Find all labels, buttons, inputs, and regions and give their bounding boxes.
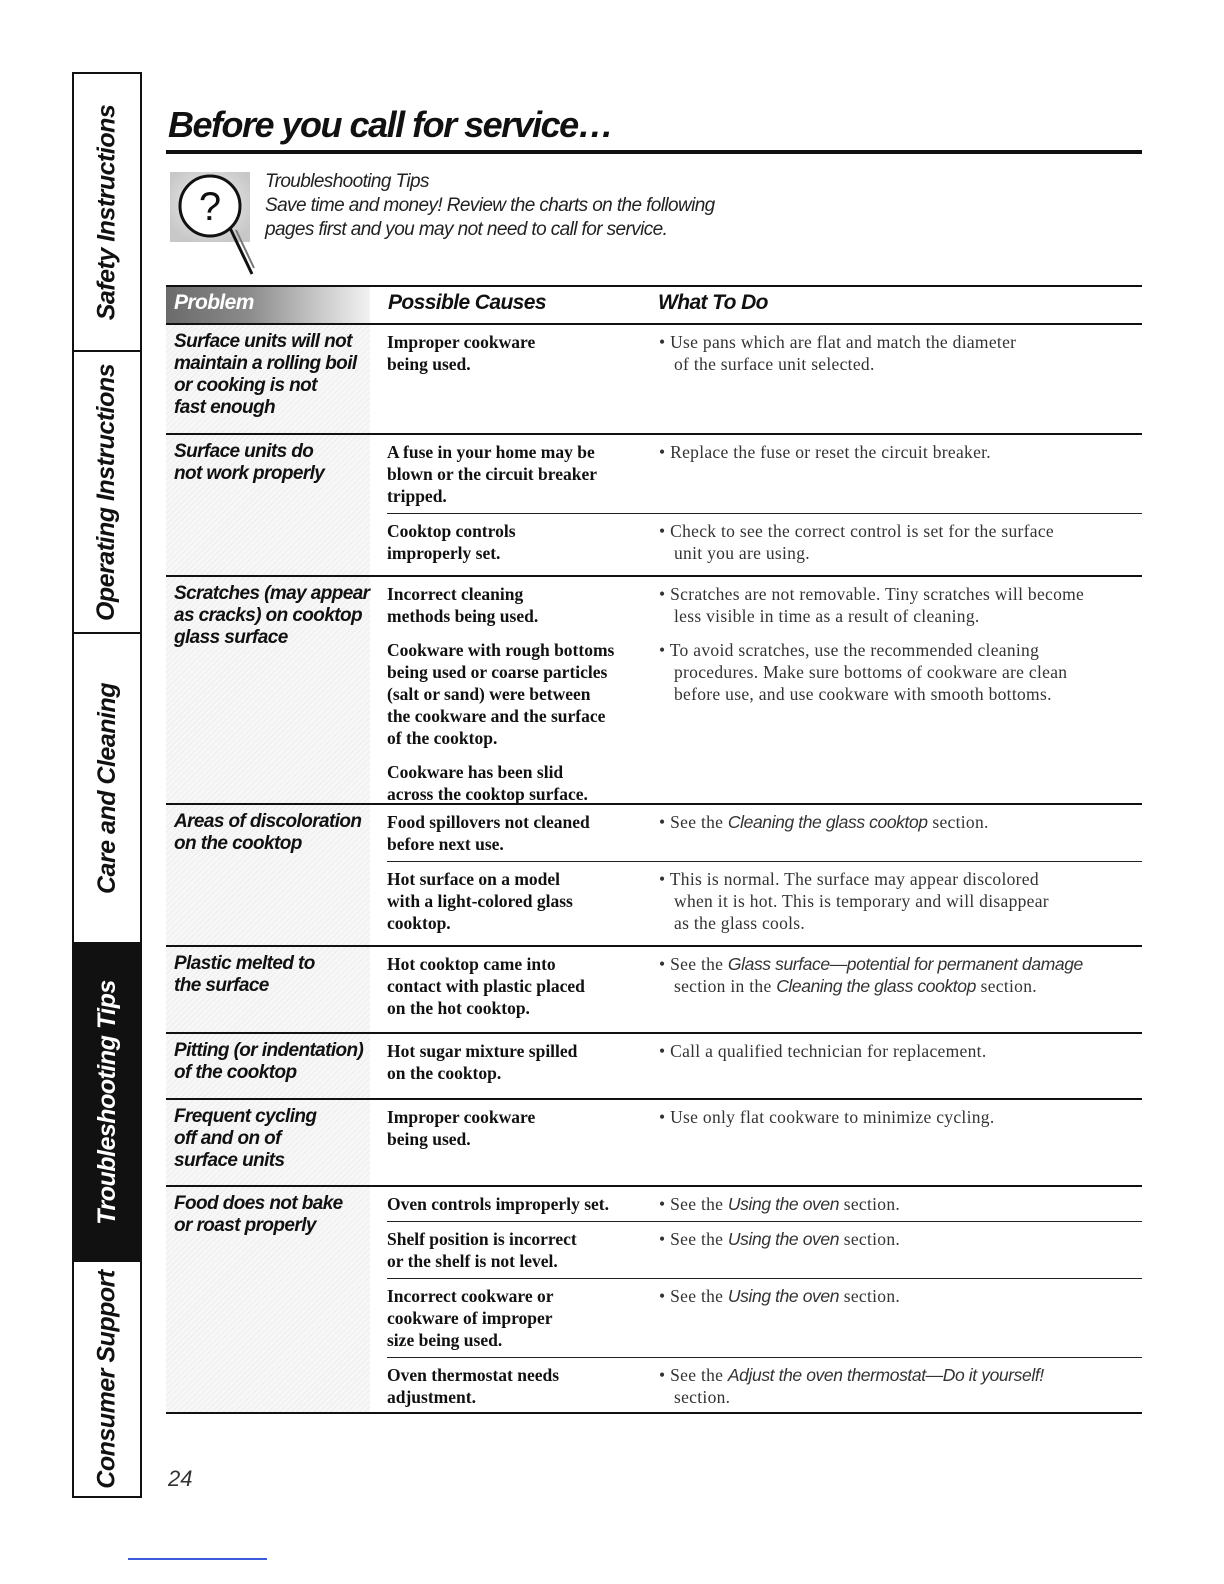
possible-cause (387, 1034, 659, 1090)
action-line: unit you are using. (674, 543, 810, 563)
problem-text (174, 331, 370, 419)
cause-line: the cookware and the surface (387, 706, 606, 726)
problem-line: off and on of (174, 1128, 281, 1149)
cause-line: before next use. (387, 834, 504, 854)
problem-cell (166, 1187, 370, 1412)
action-line: procedures. Make sure bottoms of cookware are clean (674, 662, 1068, 682)
problem-line: Plastic melted to (174, 953, 315, 974)
cause-line: being used. (387, 1129, 471, 1149)
problem-text (174, 1040, 370, 1084)
cause-line: of the cooktop. (387, 728, 498, 748)
problem-line: as cracks) on cooktop (174, 605, 363, 626)
cause-line: Incorrect cleaning (387, 584, 524, 604)
cause-line: Hot sugar mixture spilled (387, 1041, 578, 1061)
problem-text (174, 953, 370, 997)
cause-line: adjustment. (387, 1387, 476, 1407)
what-to-do (659, 1222, 1142, 1278)
problem-line: or roast properly (174, 1215, 316, 1236)
what-to-do (659, 947, 1142, 1025)
what-to-do (659, 435, 1142, 513)
action-line: • To avoid scratches, use the recommended cleaning (659, 640, 1040, 660)
cause-line: improperly set. (387, 543, 501, 563)
table-row (166, 577, 1142, 805)
problem-line: Surface units will not (174, 331, 352, 352)
cause-action-pair (387, 1221, 1142, 1278)
problem-cell (166, 325, 370, 433)
cause-line: tripped. (387, 486, 447, 506)
tab-care-and-cleaning[interactable] (74, 634, 140, 944)
problem-line: surface units (174, 1150, 285, 1171)
cause-line: Shelf position is incorrect (387, 1229, 577, 1249)
cause-action-pair (387, 577, 1142, 633)
possible-cause (387, 755, 659, 811)
action-line: as the glass cools. (674, 913, 806, 933)
possible-cause (387, 514, 659, 570)
action-line: before use, and use cookware with smooth bottoms. (674, 684, 1052, 704)
cause-line: A fuse in your home may be (387, 442, 595, 462)
problem-text (174, 1106, 370, 1172)
cause-action-list (387, 1034, 1142, 1090)
problem-line: Food does not bake (174, 1193, 343, 1214)
action-line: • See the Using the oven section. (659, 1194, 901, 1214)
possible-cause (387, 1358, 659, 1414)
problem-text (174, 441, 370, 485)
cause-action-list (387, 1100, 1142, 1156)
cause-line: Oven controls improperly set. (387, 1194, 609, 1214)
what-to-do (659, 1100, 1142, 1156)
action-line: • This is normal. The surface may appear discolored (659, 869, 1039, 889)
action-line: of the surface unit selected. (674, 354, 875, 374)
cause-line: Hot surface on a model (387, 869, 561, 889)
what-to-do (659, 1358, 1142, 1414)
problem-line: Surface units do (174, 441, 314, 462)
section-reference: Adjust the oven thermostat—Do it yourself! (727, 1365, 1044, 1385)
tab-label: Safety Instructions (92, 104, 121, 320)
action-line: section. (674, 1387, 731, 1407)
problem-line: fast enough (174, 397, 276, 418)
cause-action-pair (387, 1100, 1142, 1156)
cause-action-pair (387, 1187, 1142, 1221)
tab-label: Consumer Support (92, 1269, 121, 1489)
what-to-do (659, 1279, 1142, 1357)
action-line: • Scratches are not removable. Tiny scratches will become (659, 584, 1085, 604)
problem-line: Scratches (may appear (174, 583, 370, 604)
action-line: • See the Cleaning the glass cooktop section. (659, 812, 989, 832)
action-line: • See the Using the oven section. (659, 1286, 901, 1306)
page-title: Before you call for service… (168, 104, 613, 145)
cause-action-list (387, 435, 1142, 570)
problem-cell (166, 1034, 370, 1098)
table-row (166, 1100, 1142, 1187)
svg-text:?: ? (198, 185, 222, 229)
cause-action-list (387, 947, 1142, 1025)
cause-action-pair (387, 633, 1142, 755)
what-to-do (659, 325, 1142, 381)
table-row (166, 1034, 1142, 1100)
problem-line: Areas of discoloration (174, 811, 362, 832)
problem-cell (166, 1100, 370, 1185)
section-reference: Using the oven (727, 1229, 840, 1249)
cause-action-pair (387, 947, 1142, 1025)
cause-action-pair (387, 513, 1142, 570)
action-line: section in the Cleaning the glass cooktop section. (674, 976, 1037, 996)
troubleshooting-table (166, 325, 1142, 1414)
section-tabs (72, 72, 142, 1498)
cause-line: being used. (387, 354, 471, 374)
cause-line: (salt or sand) were between (387, 684, 591, 704)
header-possible-causes: Possible Causes (388, 291, 546, 314)
cause-line: Oven thermostat needs (387, 1365, 560, 1385)
problem-cell (166, 805, 370, 945)
question-mark-icon (170, 168, 260, 278)
possible-cause (387, 577, 659, 633)
table-header (166, 285, 1142, 325)
cause-line: on the cooktop. (387, 1063, 502, 1083)
possible-cause (387, 435, 659, 513)
tab-troubleshooting-tips[interactable] (74, 944, 140, 1262)
problem-line: Frequent cycling (174, 1106, 317, 1127)
action-line: • Use pans which are flat and match the diameter (659, 332, 1017, 352)
tab-safety-instructions[interactable] (74, 74, 140, 352)
section-reference: Cleaning the glass cooktop (776, 976, 976, 996)
footer-link-underline (128, 1558, 267, 1560)
what-to-do (659, 514, 1142, 570)
action-line: • Call a qualified technician for replacement. (659, 1041, 987, 1061)
cause-line: on the hot cooktop. (387, 998, 530, 1018)
problem-line: glass surface (174, 627, 288, 648)
what-to-do (659, 805, 1142, 861)
cause-line: Cookware has been slid (387, 762, 564, 782)
action-line: • See the Using the oven section. (659, 1229, 901, 1249)
cause-line: or the shelf is not level. (387, 1251, 558, 1271)
possible-cause (387, 1222, 659, 1278)
possible-cause (387, 805, 659, 861)
tab-label: Care and Cleaning (92, 682, 121, 894)
possible-cause (387, 1187, 659, 1221)
cause-line: cookware of improper (387, 1308, 553, 1328)
problem-line: Pitting (or indentation) (174, 1040, 364, 1061)
what-to-do (659, 862, 1142, 940)
tab-operating-instructions[interactable] (74, 352, 140, 634)
table-row (166, 435, 1142, 577)
problem-text (174, 1193, 370, 1237)
cause-line: blown or the circuit breaker (387, 464, 597, 484)
cause-line: with a light-colored glass (387, 891, 573, 911)
cause-action-list (387, 805, 1142, 940)
tips-line: pages first and you may not need to call for service. (265, 219, 668, 240)
cause-line: Hot cooktop came into (387, 954, 556, 974)
header-what-to-do: What To Do (658, 291, 768, 314)
cause-line: across the cooktop surface. (387, 784, 588, 804)
what-to-do (659, 1034, 1142, 1090)
troubleshooting-tips-text (265, 170, 825, 242)
cause-action-pair (387, 805, 1142, 861)
cause-line: Incorrect cookware or (387, 1286, 554, 1306)
action-line: • See the Adjust the oven thermostat—Do it yourself! (659, 1365, 1044, 1385)
cause-line: Food spillovers not cleaned (387, 812, 590, 832)
cause-action-list (387, 1187, 1142, 1414)
tab-consumer-support[interactable] (74, 1262, 140, 1496)
what-to-do (659, 755, 1142, 811)
table-row (166, 947, 1142, 1034)
possible-cause (387, 325, 659, 381)
problem-line: maintain a rolling boil (174, 353, 357, 374)
what-to-do (659, 1187, 1142, 1221)
tips-heading: Troubleshooting Tips (265, 171, 429, 192)
what-to-do (659, 577, 1142, 633)
page-number: 24 (168, 1466, 193, 1491)
table-row (166, 1187, 1142, 1414)
cause-action-pair (387, 435, 1142, 513)
cause-action-pair (387, 861, 1142, 940)
tab-label: Troubleshooting Tips (92, 979, 121, 1225)
section-reference: Glass surface—potential for permanent damage (727, 954, 1083, 974)
cause-action-list (387, 325, 1142, 381)
action-line: • Check to see the correct control is set for the surface (659, 521, 1054, 541)
problem-line: of the cooktop (174, 1062, 297, 1083)
action-line: when it is hot. This is temporary and will disappear (674, 891, 1049, 911)
table-row (166, 325, 1142, 435)
tips-line: Save time and money! Review the charts on the following (265, 195, 715, 216)
action-line: • Replace the fuse or reset the circuit breaker. (659, 442, 991, 462)
action-line: less visible in time as a result of cleaning. (674, 606, 980, 626)
cause-line: methods being used. (387, 606, 539, 626)
cause-action-list (387, 577, 1142, 811)
cause-action-pair (387, 1357, 1142, 1414)
header-problem: Problem (174, 291, 254, 314)
possible-cause (387, 1100, 659, 1156)
cause-line: Cookware with rough bottoms (387, 640, 615, 660)
cause-line: contact with plastic placed (387, 976, 585, 996)
problem-cell (166, 435, 370, 575)
cause-line: Improper cookware (387, 1107, 536, 1127)
possible-cause (387, 947, 659, 1025)
what-to-do (659, 633, 1142, 755)
problem-cell (166, 947, 370, 1032)
tab-label: Operating Instructions (92, 363, 121, 621)
possible-cause (387, 862, 659, 940)
problem-cell (166, 577, 370, 803)
cause-line: cooktop. (387, 913, 451, 933)
title-divider (166, 150, 1142, 154)
problem-text (174, 811, 370, 855)
cause-line: Improper cookware (387, 332, 536, 352)
possible-cause (387, 1279, 659, 1357)
action-line: • Use only flat cookware to minimize cycling. (659, 1107, 995, 1127)
problem-text (174, 583, 370, 649)
cause-action-pair (387, 1278, 1142, 1357)
cause-line: size being used. (387, 1330, 503, 1350)
problem-line: not work properly (174, 463, 325, 484)
section-reference: Cleaning the glass cooktop (727, 812, 928, 832)
cause-action-pair (387, 1034, 1142, 1090)
problem-line: or cooking is not (174, 375, 317, 396)
cause-line: being used or coarse particles (387, 662, 608, 682)
possible-cause (387, 633, 659, 755)
cause-line: Cooktop controls (387, 521, 516, 541)
table-row (166, 805, 1142, 947)
problem-line: on the cooktop (174, 833, 302, 854)
section-reference: Using the oven (727, 1194, 840, 1214)
action-line: • See the Glass surface—potential for permanent damage (659, 954, 1083, 974)
section-reference: Using the oven (727, 1286, 840, 1306)
problem-line: the surface (174, 975, 269, 996)
cause-action-pair (387, 755, 1142, 811)
cause-action-pair (387, 325, 1142, 381)
